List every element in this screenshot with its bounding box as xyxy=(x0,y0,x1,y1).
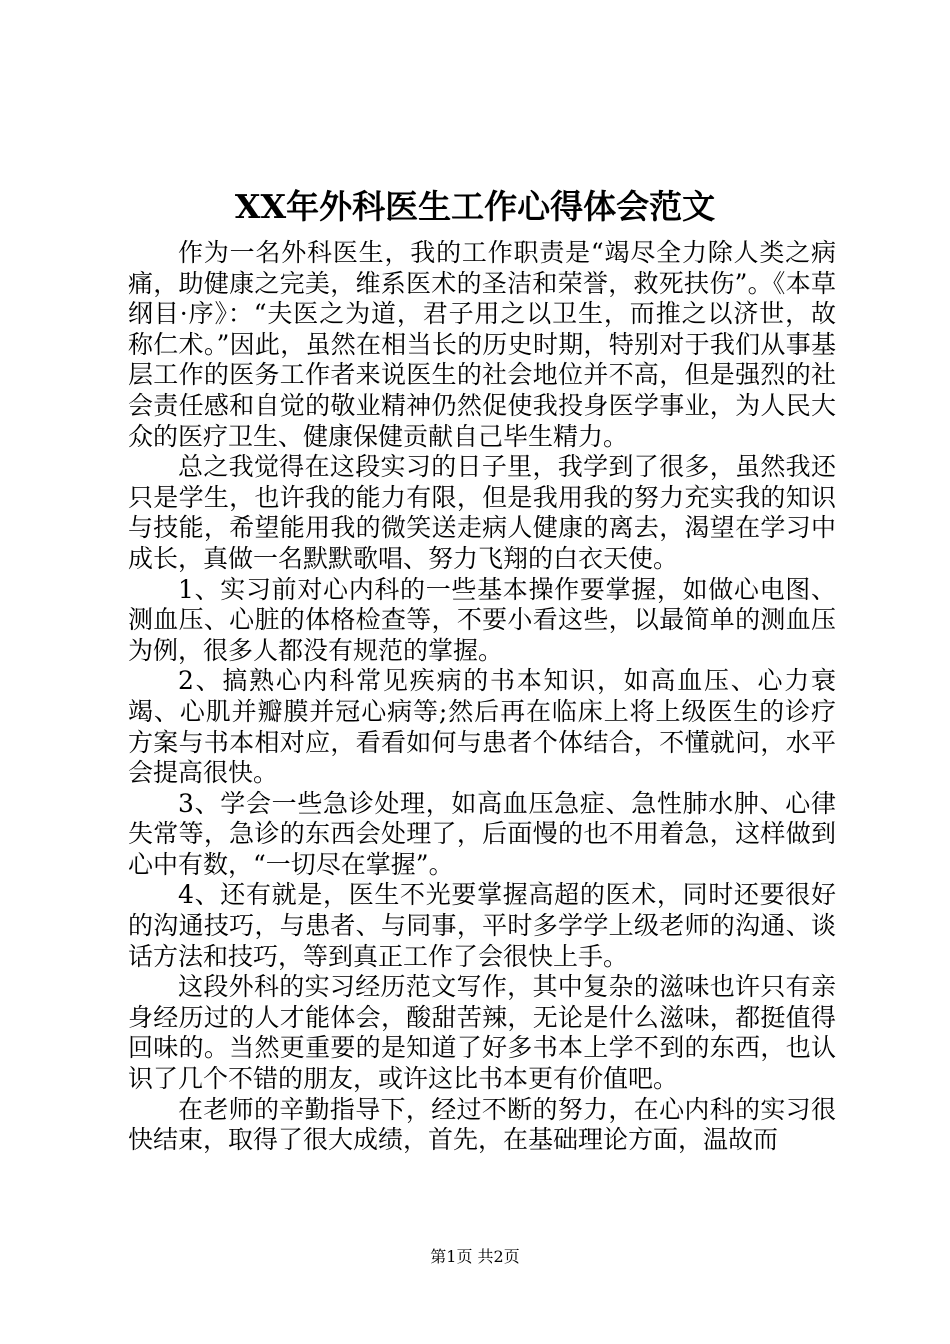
document-title: XX年外科医生工作心得体会范文 xyxy=(234,187,716,226)
document-body xyxy=(128,238,836,1156)
paragraph-3: 1、实习前对心内科的一些基本操作要掌握，如做心电图、测血压、心脏的体格检查等，不要小看这些，以最简单的测血压为例，很多人都没有规范的掌握。 xyxy=(128,574,836,665)
paragraph-1: 作为一名外科医生，我的工作职责是“竭尽全力除人类之病痛，助健康之完美，维系医术的圣洁和荣誉，救死扶伤”。《本草纲目·序》：“夫医之为道，君子用之以卫生，而推之以济世，故称仁术。”因此，虽然在相当长的历史时期，特别对于我们从事基层工作的医务工作者来说医生的社会地位并不高，但是强烈的社会责任感和自觉的敬业精神仍然促使我投身医学事业，为人民大众的医疗卫生、健康保健贡献自己毕生精力。 xyxy=(128,238,836,451)
paragraph-4: 2、搞熟心内科常见疾病的书本知识，如高血压、心力衰竭、心肌并瓣膜并冠心病等;然后再在临床上将上级医生的诊疗方案与书本相对应，看看如何与患者个体结合，不懂就问，水平会提高很快。 xyxy=(128,666,836,788)
paragraph-5: 3、学会一些急诊处理，如高血压急症、急性肺水肿、心律失常等，急诊的东西会处理了，后面慢的也不用着急，这样做到心中有数，“一切尽在掌握”。 xyxy=(128,788,836,879)
paragraph-7: 这段外科的实习经历范文写作，其中复杂的滋味也许只有亲身经历过的人才能体会，酸甜苦辣，无论是什么滋味，都挺值得回味的。当然更重要的是知道了好多书本上学不到的东西，也认识了几个不错的朋友，或许这比书本更有价值吧。 xyxy=(128,972,836,1094)
paragraph-6: 4、还有就是，医生不光要掌握高超的医术，同时还要很好的沟通技巧，与患者、与同事，平时多学学上级老师的沟通、谈话方法和技巧，等到真正工作了会很快上手。 xyxy=(128,880,836,971)
page-footer: 第1页 共2页 xyxy=(430,1247,520,1266)
paragraph-8: 在老师的辛勤指导下，经过不断的努力，在心内科的实习很快结束，取得了很大成绩，首先，在基础理论方面，温故而 xyxy=(128,1094,836,1155)
paragraph-2: 总之我觉得在这段实习的日子里，我学到了很多，虽然我还只是学生，也许我的能力有限，但是我用我的努力充实我的知识与技能，希望能用我的微笑送走病人健康的离去，渴望在学习中成长，真做一名默默歌唱、努力飞翔的白衣天使。 xyxy=(128,452,836,573)
